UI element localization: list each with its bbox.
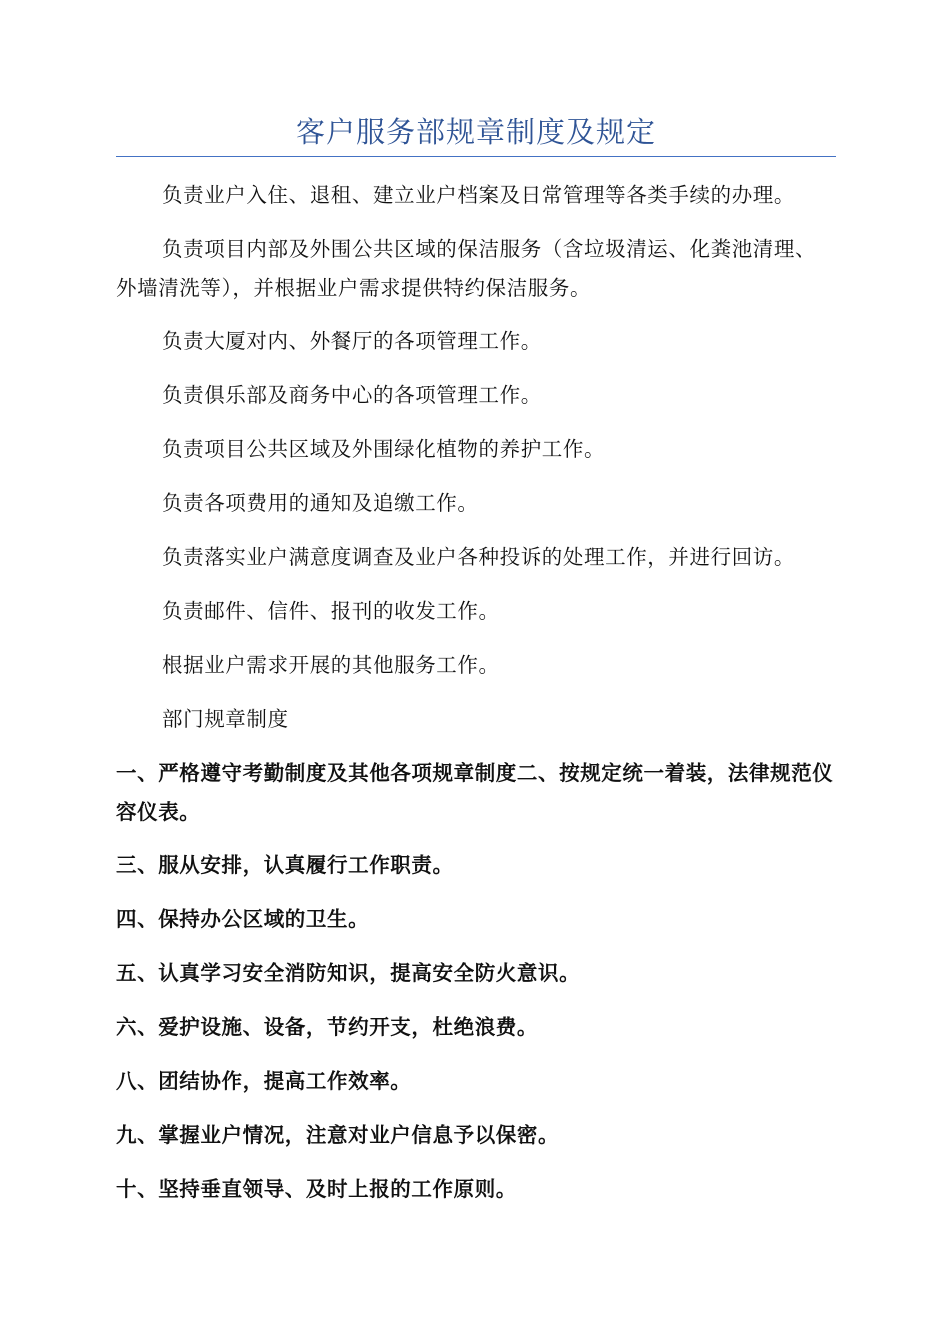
duty-paragraph: 负责各项费用的通知及追缴工作。 (162, 491, 479, 515)
document-title: 客户服务部规章制度及规定 (295, 115, 656, 149)
rule-item: 九、掌握业户情况，注意对业户信息予以保密。 (116, 1123, 560, 1147)
duty-paragraph: 负责大厦对内、外餐厅的各项管理工作。 (162, 329, 542, 353)
rule-item: 三、服从安排，认真履行工作职责。 (116, 853, 454, 877)
rule-item: 一、严格遵守考勤制度及其他各项规章制度二、按规定统一着装，法律规范仪容仪表。 (116, 761, 834, 824)
duty-paragraph: 负责邮件、信件、报刊的收发工作。 (162, 599, 500, 623)
rule-item: 十、坚持垂直领导、及时上报的工作原则。 (116, 1177, 517, 1201)
title-block (116, 112, 836, 157)
rule-item: 五、认真学习安全消防知识，提高安全防火意识。 (116, 961, 581, 985)
duty-paragraph: 根据业户需求开展的其他服务工作。 (162, 653, 500, 677)
duty-paragraph: 负责落实业户满意度调查及业户各种投诉的处理工作，并进行回访。 (162, 545, 795, 569)
duty-paragraph: 负责业户入住、退租、建立业户档案及日常管理等各类手续的办理。 (162, 183, 795, 207)
rule-item: 四、保持办公区域的卫生。 (116, 907, 370, 931)
rule-item: 八、团结协作，提高工作效率。 (116, 1069, 412, 1093)
duty-paragraph: 负责俱乐部及商务中心的各项管理工作。 (162, 383, 542, 407)
duty-paragraph: 负责项目公共区域及外围绿化植物的养护工作。 (162, 437, 606, 461)
rule-item: 六、爱护设施、设备，节约开支，杜绝浪费。 (116, 1015, 538, 1039)
duty-paragraph: 负责项目内部及外围公共区域的保洁服务（含垃圾清运、化粪池清理、外墙清洗等），并根据业户需求提供特约保洁服务。 (116, 237, 817, 300)
section-heading: 部门规章制度 (162, 707, 289, 731)
